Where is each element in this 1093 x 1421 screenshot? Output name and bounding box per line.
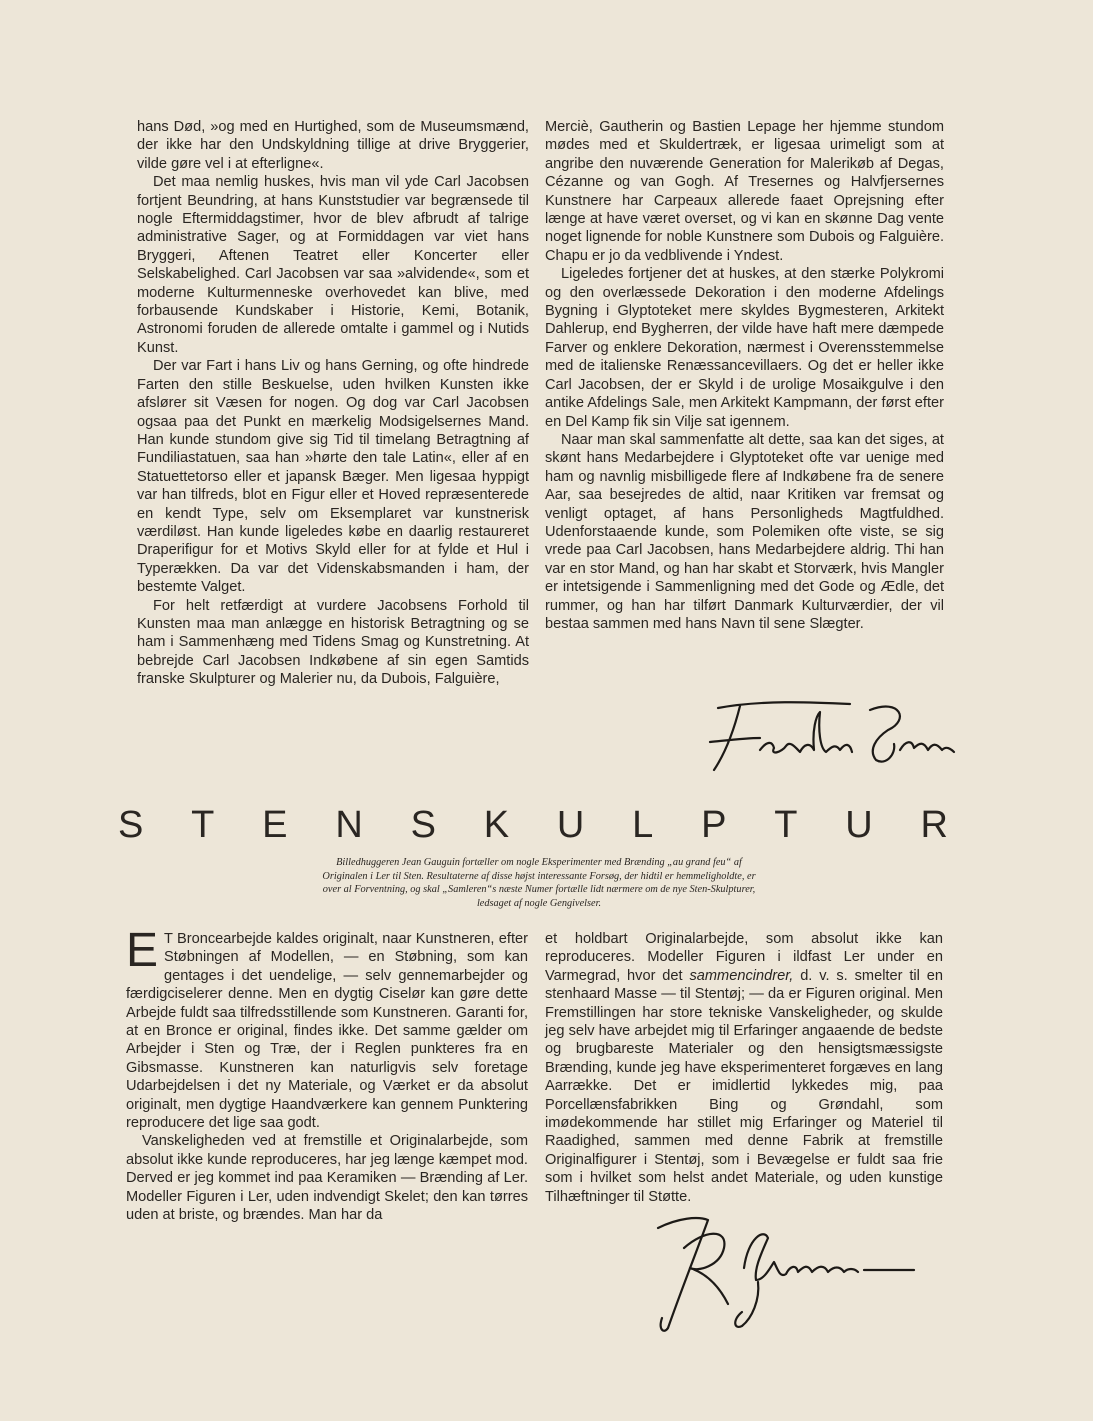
- paragraph: Der var Fart i hans Liv og hans Gerning, og ofte hindrede Farten den stille Beskuelse, uden hvilken Kunsten ikke afslører sit Væsen for nogen. Og dog var Carl Jacobsen ogsaa paa det Punkt en mærkelig Modsigelsernes Mand. Han kunde stundom give sig Tid til timelang Betragtning af Fundiliastatuen, saa han »hørte den tale Latin«, eller af en Statuettetorso eller et japansk Bæger. Men ligesaa hyppigt var han tilfreds, blot en Figur eller et Hoved repræsenterede en kendt Type, selv om Eksemplaret var kunstnerisk værdiløst. Han kunde ligeledes købe en daarlig restaureret Draperifigur for et Motivs Skyld eller for at fylde et Hul i Typerækken. Da var det Videnskabsmanden i ham, der bestemte Valget.: [137, 358, 529, 596]
- title-letter: S: [118, 803, 144, 846]
- title-letter: T: [191, 803, 215, 846]
- article-column-left: [137, 118, 529, 689]
- article-column-right: [545, 930, 943, 1206]
- title-letter: L: [632, 803, 654, 846]
- title-letter: U: [556, 803, 585, 846]
- paragraph: Vanskeligheden ved at fremstille et Originalarbejde, som absolut ikke kunde reproduceres, har jeg længe kæmpet mod. Derved er jeg kommet ind paa Keramiken — Brænding af Ler. Modeller Figuren i Ler, uden indvendigt Skelet; den kan tørres uden at briste, og brændes. Man har da: [126, 1133, 528, 1224]
- paragraph: Ligeledes fortjener det at huskes, at den stærke Polykromi og den overlæssede Dekoration i den moderne Afdelings Bygning i Glyptoteket mere skyldes Bygmesteren, Arkitekt Dahlerup, end Bygherren, der vilde have haft mere dæmpede Farver og enklere Dekoration, nærmest i Overensstemmelse med de italienske Renæssancevillaers. Og det er heller ikke Carl Jacobsen, der er Skyld i de urolige Mosaikgulve i den antike Afdelings Sale, men Arkitekt Kampmann, der først efter en Del Kamp fik sin Vilje sat igennem.: [545, 266, 944, 430]
- paragraph: hans Død, »og med en Hurtighed, som de Museumsmænd, der ikke har den Undskyldning tillige at drive Bryggerier, vilde gøre vel i at efterligne«.: [137, 119, 529, 172]
- title-letter: N: [335, 803, 363, 846]
- title-letter: T: [774, 803, 798, 846]
- article-column-left: [126, 924, 528, 1225]
- drop-cap: E: [126, 924, 159, 977]
- article-column-right: [545, 118, 944, 633]
- title-letter: K: [483, 803, 510, 846]
- section-intro: Billedhuggeren Jean Gauguin fortæller om nogle Eksperimenter med Brænding „au grand feu“ af Originalen i Ler til Sten. Resultaterne af disse højst interessante Forsøg, der hidtil er hemmeligholdte, er over al Forventning, og skal „Samleren“s næste Numer fortælle lidt nærmere om de nye Sten-Skulpturer, ledsaget af nogle Gengivelser.: [322, 857, 756, 909]
- section-title: [118, 800, 948, 850]
- title-letter: P: [701, 803, 727, 846]
- paragraph-text: d. v. s. smelter til en stenhaard Masse — til Stentøj; — da er Figuren original. Men Fremstillingen har store tekniske Vanskeligheder, og skulde jeg selv have arbejdet mig til Erfaringer angaaende de bedste og brugbareste Materialer og den hensigtsmæssigste Brænding, kunde jeg have eksperimenteret forgæves en lang Aarrække. Det er imidlertid lykkedes mig, paa Porcellænsfabrikken Bing og Grøndahl, som imødekommende har stillet mig Erfaringer og Materiel til Raadighed, sammen med denne Fabrik at fremstille Originalfigurer i Stentøj, som i Bevægelse er fuldt saa frie som i hvilket som helst andet Materiale, og uden kunstige Tilhæftninger til Støtte.: [545, 967, 943, 1205]
- paragraph: [545, 930, 943, 1206]
- handwritten-signature: [628, 1208, 924, 1338]
- paragraph: Det maa nemlig huskes, hvis man vil yde Carl Jacobsen fortjent Beundring, at hans Kunststudier var begrænsede til nogle Eftermiddagstimer, hvor de blev afbrudt af talrige administrative Sager, og at Formiddagen var viet hans Bryggeri, Aftenen Teatret eller Koncerter eller Selskabelighed. Carl Jacobsen var saa »alvidende«, som et moderne Kulturmenneske overhovedet kan blive, med forbausende Kundskaber i Historie, Kemi, Botanik, Astronomi foruden de allerede omtalte i gammel og i Nutids Kunst.: [137, 174, 529, 356]
- title-letter: U: [845, 803, 873, 846]
- paragraph: [126, 924, 528, 1132]
- paragraph-text: et holdbart Originalarbejde, som absolut ikke kan reproduceres. Modeller Figuren i ildfast Ler under en Varmegrad, hvor det: [545, 931, 943, 984]
- paragraph-text: T Broncearbejde kaldes originalt, naar Kunstneren, efter Støbningen af Modellen, — en Støbning, som kan gentages i det uendelige, — selv gennemarbejder og færdigciselerer denne. Men en dygtig Ciselør kan gøre dette Arbejde fuldt saa tilfredsstillende som Kunstneren. Garanti for, at en Bronce er original, findes ikke. Det samme gælder om Arbejder i Sten og Træ, der i Reglen punkteres fra en Gibsmasse. Kunstneren kan naturligvis selv foretage Udarbejdelsen i det ny Materiale, og Værket er da absolut originalt, men dygtige Haandværkere kan gennem Punktering reproducere det lige saa godt.: [126, 931, 528, 1132]
- title-letter: E: [262, 803, 288, 846]
- paragraph: Merciè, Gautherin og Bastien Lepage her hjemme stundom mødes med et Skuldertræk, er ligesaa urimeligt som at angribe den nuværende Generation for Malerikøb af Degas, Cézanne og van Gogh. Af Tresernes og Halvfjersernes Kunstnere har Carpeaux allerede faaet Oprejsning efter længe at have været overset, og vi kan en skønne Dag vente noget lignende for noble Kunstnere som Dubois og Falguière. Chapu er jo da vedblivende i Yndest.: [545, 119, 944, 264]
- paragraph: For helt retfærdigt at vurdere Jacobsens Forhold til Kunsten maa man anlægge en historisk Betragtning og se ham i Sammenhæng med Tidens Smag og Kunstretning. At bebrejde Carl Jacobsen Indkøbene af sin egen Samtids franske Skulpturer og Malerier nu, da Dubois, Falguière,: [137, 597, 529, 688]
- title-letter: R: [920, 803, 948, 846]
- title-letter: S: [410, 803, 436, 846]
- handwritten-signature: [700, 690, 962, 780]
- paragraph: Naar man skal sammenfatte alt dette, saa kan det siges, at skønt hans Medarbejdere i Glyptoteket ofte var uenige med ham og navnlig misbilligede flere af Indkøbene fra de senere Aar, saa besejredes de altid, naar Kritiken var fremsat og venligt optaget, af hans Personligheds Magtfuldhed. Udenforstaaende kunde, som Polemiken ofte viste, se sig vrede paa Carl Jacobsen, hans Medarbejdere aldrig. Thi han var en stor Mand, og han har skabt et Storværk, hvis Mangler er intetsigende i Sammenligning med det Gode og Ædle, det rummer, og han har tilført Danmark Kulturværdier, der vil bestaa sammen med hans Navn til sene Slægter.: [545, 431, 944, 632]
- emphasis-text: sammencindrer,: [689, 967, 794, 984]
